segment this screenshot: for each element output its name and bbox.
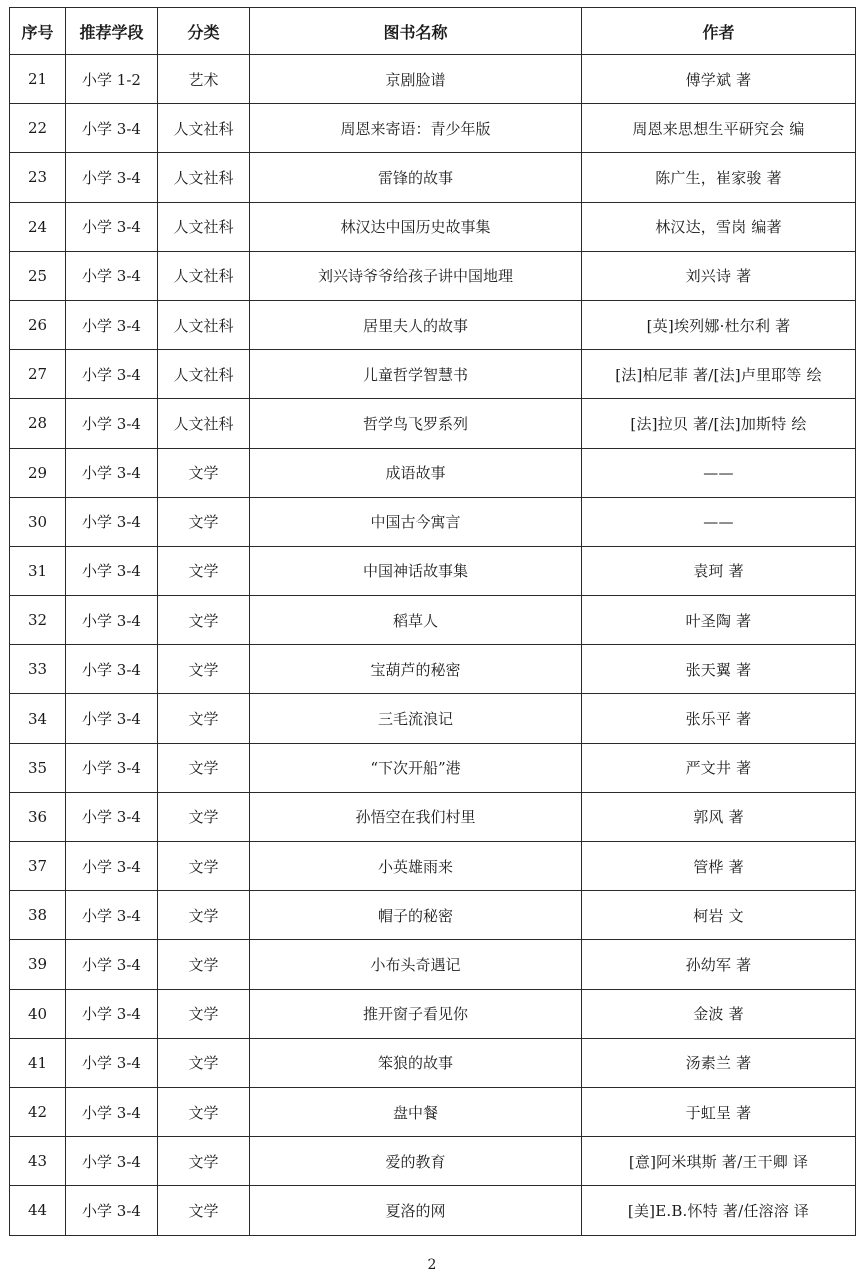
table-row xyxy=(10,546,856,595)
cell-index: 40 xyxy=(10,989,66,1038)
cell-category: 文学 xyxy=(158,497,250,546)
table-row xyxy=(10,350,856,399)
cell-grade: 小学 3-4 xyxy=(66,596,158,645)
header-author: 作者 xyxy=(582,8,856,55)
cell-grade: 小学 3-4 xyxy=(66,448,158,497)
cell-author: 张乐平 著 xyxy=(582,694,856,743)
table-row xyxy=(10,1186,856,1235)
cell-category: 文学 xyxy=(158,596,250,645)
cell-index: 23 xyxy=(10,153,66,202)
cell-grade: 小学 1-2 xyxy=(66,55,158,104)
cell-author: [美]E.B.怀特 著/任溶溶 译 xyxy=(582,1186,856,1235)
table-row xyxy=(10,1087,856,1136)
cell-category: 文学 xyxy=(158,940,250,989)
cell-title: 刘兴诗爷爷给孩子讲中国地理 xyxy=(250,251,582,300)
cell-category: 文学 xyxy=(158,1087,250,1136)
cell-title: “下次开船”港 xyxy=(250,743,582,792)
cell-category: 人文社科 xyxy=(158,202,250,251)
table-row xyxy=(10,694,856,743)
cell-category: 人文社科 xyxy=(158,399,250,448)
cell-grade: 小学 3-4 xyxy=(66,743,158,792)
cell-title: 盘中餐 xyxy=(250,1087,582,1136)
cell-author: 于虹呈 著 xyxy=(582,1087,856,1136)
cell-grade: 小学 3-4 xyxy=(66,300,158,349)
table-header xyxy=(10,8,856,55)
cell-title: 成语故事 xyxy=(250,448,582,497)
table-row xyxy=(10,300,856,349)
cell-index: 37 xyxy=(10,842,66,891)
table-body xyxy=(10,55,856,1236)
table-row xyxy=(10,497,856,546)
cell-index: 24 xyxy=(10,202,66,251)
cell-author: —— xyxy=(582,497,856,546)
cell-grade: 小学 3-4 xyxy=(66,645,158,694)
cell-category: 文学 xyxy=(158,694,250,743)
table-row xyxy=(10,399,856,448)
cell-index: 36 xyxy=(10,792,66,841)
cell-author: —— xyxy=(582,448,856,497)
cell-title: 居里夫人的故事 xyxy=(250,300,582,349)
table-row xyxy=(10,891,856,940)
table-row xyxy=(10,842,856,891)
cell-title: 笨狼的故事 xyxy=(250,1038,582,1087)
cell-title: 儿童哲学智慧书 xyxy=(250,350,582,399)
cell-grade: 小学 3-4 xyxy=(66,940,158,989)
cell-title: 孙悟空在我们村里 xyxy=(250,792,582,841)
cell-title: 林汉达中国历史故事集 xyxy=(250,202,582,251)
cell-grade: 小学 3-4 xyxy=(66,1087,158,1136)
cell-title: 京剧脸谱 xyxy=(250,55,582,104)
cell-grade: 小学 3-4 xyxy=(66,399,158,448)
cell-title: 稻草人 xyxy=(250,596,582,645)
cell-title: 帽子的秘密 xyxy=(250,891,582,940)
cell-index: 35 xyxy=(10,743,66,792)
cell-grade: 小学 3-4 xyxy=(66,251,158,300)
cell-grade: 小学 3-4 xyxy=(66,104,158,153)
cell-author: 管桦 著 xyxy=(582,842,856,891)
cell-grade: 小学 3-4 xyxy=(66,1137,158,1186)
cell-author: 陈广生，崔家骏 著 xyxy=(582,153,856,202)
cell-author: 叶圣陶 著 xyxy=(582,596,856,645)
cell-author: [英]埃列娜·杜尔利 著 xyxy=(582,300,856,349)
cell-author: 袁珂 著 xyxy=(582,546,856,595)
cell-author: 林汉达，雪岗 编著 xyxy=(582,202,856,251)
cell-category: 文学 xyxy=(158,989,250,1038)
table-row xyxy=(10,1137,856,1186)
cell-author: 刘兴诗 著 xyxy=(582,251,856,300)
cell-category: 人文社科 xyxy=(158,153,250,202)
page-number: 2 xyxy=(427,1257,437,1273)
cell-grade: 小学 3-4 xyxy=(66,891,158,940)
cell-index: 42 xyxy=(10,1087,66,1136)
table-row xyxy=(10,1038,856,1087)
cell-grade: 小学 3-4 xyxy=(66,694,158,743)
cell-category: 文学 xyxy=(158,546,250,595)
table-row xyxy=(10,104,856,153)
cell-index: 32 xyxy=(10,596,66,645)
header-row xyxy=(10,8,856,55)
cell-author: 严文井 著 xyxy=(582,743,856,792)
cell-author: [法]柏尼菲 著/[法]卢里耶等 绘 xyxy=(582,350,856,399)
cell-author: 汤素兰 著 xyxy=(582,1038,856,1087)
cell-grade: 小学 3-4 xyxy=(66,497,158,546)
cell-index: 38 xyxy=(10,891,66,940)
cell-grade: 小学 3-4 xyxy=(66,792,158,841)
cell-author: 张天翼 著 xyxy=(582,645,856,694)
cell-category: 文学 xyxy=(158,743,250,792)
cell-category: 人文社科 xyxy=(158,104,250,153)
header-title: 图书名称 xyxy=(250,8,582,55)
table-row xyxy=(10,940,856,989)
book-list-table xyxy=(9,7,856,1236)
cell-grade: 小学 3-4 xyxy=(66,989,158,1038)
cell-author: 周恩来思想生平研究会 编 xyxy=(582,104,856,153)
cell-grade: 小学 3-4 xyxy=(66,1186,158,1235)
cell-category: 文学 xyxy=(158,891,250,940)
cell-title: 爱的教育 xyxy=(250,1137,582,1186)
cell-category: 艺术 xyxy=(158,55,250,104)
cell-category: 文学 xyxy=(158,645,250,694)
table-row xyxy=(10,202,856,251)
cell-index: 21 xyxy=(10,55,66,104)
cell-grade: 小学 3-4 xyxy=(66,1038,158,1087)
cell-author: 金波 著 xyxy=(582,989,856,1038)
cell-index: 33 xyxy=(10,645,66,694)
cell-title: 三毛流浪记 xyxy=(250,694,582,743)
cell-author: [法]拉贝 著/[法]加斯特 绘 xyxy=(582,399,856,448)
cell-title: 中国神话故事集 xyxy=(250,546,582,595)
header-grade: 推荐学段 xyxy=(66,8,158,55)
cell-index: 27 xyxy=(10,350,66,399)
cell-title: 夏洛的网 xyxy=(250,1186,582,1235)
cell-author: 孙幼军 著 xyxy=(582,940,856,989)
table-row xyxy=(10,743,856,792)
cell-category: 人文社科 xyxy=(158,251,250,300)
cell-title: 周恩来寄语：青少年版 xyxy=(250,104,582,153)
cell-title: 宝葫芦的秘密 xyxy=(250,645,582,694)
cell-category: 文学 xyxy=(158,1038,250,1087)
table-row xyxy=(10,792,856,841)
table-row xyxy=(10,645,856,694)
cell-grade: 小学 3-4 xyxy=(66,350,158,399)
cell-category: 文学 xyxy=(158,448,250,497)
cell-category: 文学 xyxy=(158,842,250,891)
cell-title: 小布头奇遇记 xyxy=(250,940,582,989)
cell-index: 30 xyxy=(10,497,66,546)
cell-author: 郭风 著 xyxy=(582,792,856,841)
table-row xyxy=(10,596,856,645)
cell-category: 文学 xyxy=(158,792,250,841)
cell-index: 31 xyxy=(10,546,66,595)
cell-index: 44 xyxy=(10,1186,66,1235)
cell-category: 人文社科 xyxy=(158,350,250,399)
header-index: 序号 xyxy=(10,8,66,55)
cell-category: 人文社科 xyxy=(158,300,250,349)
cell-title: 小英雄雨来 xyxy=(250,842,582,891)
cell-index: 41 xyxy=(10,1038,66,1087)
cell-category: 文学 xyxy=(158,1186,250,1235)
cell-title: 推开窗子看见你 xyxy=(250,989,582,1038)
cell-index: 34 xyxy=(10,694,66,743)
table-row xyxy=(10,448,856,497)
cell-index: 43 xyxy=(10,1137,66,1186)
cell-grade: 小学 3-4 xyxy=(66,153,158,202)
cell-index: 26 xyxy=(10,300,66,349)
cell-title: 雷锋的故事 xyxy=(250,153,582,202)
table-row xyxy=(10,251,856,300)
cell-grade: 小学 3-4 xyxy=(66,842,158,891)
table-row xyxy=(10,989,856,1038)
cell-index: 39 xyxy=(10,940,66,989)
cell-author: [意]阿米琪斯 著/王干卿 译 xyxy=(582,1137,856,1186)
cell-index: 22 xyxy=(10,104,66,153)
cell-title: 哲学鸟飞罗系列 xyxy=(250,399,582,448)
cell-author: 傅学斌 著 xyxy=(582,55,856,104)
cell-grade: 小学 3-4 xyxy=(66,546,158,595)
cell-category: 文学 xyxy=(158,1137,250,1186)
cell-index: 29 xyxy=(10,448,66,497)
cell-grade: 小学 3-4 xyxy=(66,202,158,251)
table-row xyxy=(10,55,856,104)
cell-index: 28 xyxy=(10,399,66,448)
header-category: 分类 xyxy=(158,8,250,55)
cell-index: 25 xyxy=(10,251,66,300)
cell-author: 柯岩 文 xyxy=(582,891,856,940)
table-row xyxy=(10,153,856,202)
cell-title: 中国古今寓言 xyxy=(250,497,582,546)
